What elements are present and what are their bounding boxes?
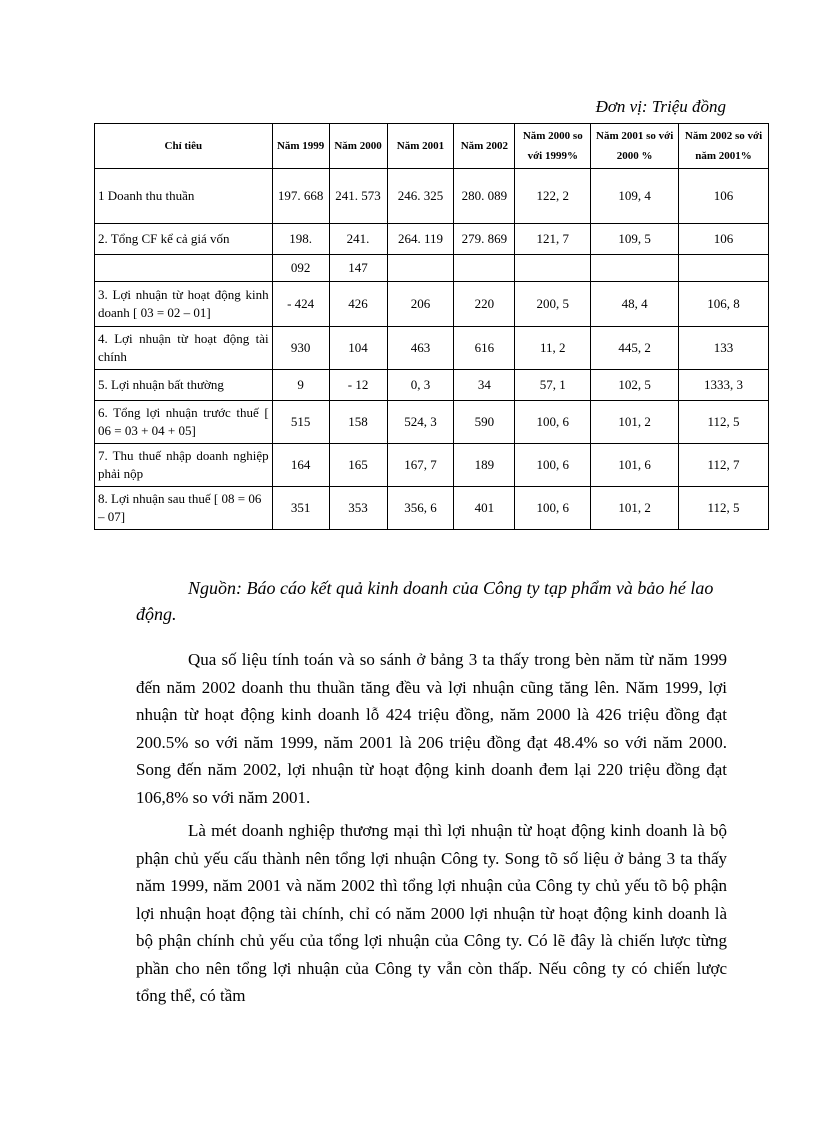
table-cell: 57, 1	[515, 370, 591, 401]
table-cell: 351	[272, 487, 329, 530]
table-row	[95, 444, 769, 487]
table-cell: 165	[329, 444, 387, 487]
table-cell	[591, 255, 679, 282]
header-cell: Năm 2000	[329, 124, 387, 169]
table-cell: 11, 2	[515, 327, 591, 370]
table-cell: 100, 6	[515, 444, 591, 487]
table-cell: 101, 6	[591, 444, 679, 487]
unit-label: Đơn vị: Triệu đồng	[595, 97, 726, 116]
table-cell: - 424	[272, 282, 329, 327]
table-cell	[515, 255, 591, 282]
table-cell: 264. 119	[387, 224, 454, 255]
table-cell: 524, 3	[387, 401, 454, 444]
table-cell: 101, 2	[591, 487, 679, 530]
table-row	[95, 370, 769, 401]
table-row	[95, 327, 769, 370]
table-cell	[454, 255, 515, 282]
table-cell: 9	[272, 370, 329, 401]
table-header-row	[95, 124, 769, 169]
table-cell	[387, 255, 454, 282]
table-cell: 102, 5	[591, 370, 679, 401]
table-row	[95, 401, 769, 444]
table-cell: 106	[679, 224, 769, 255]
table-cell: 930	[272, 327, 329, 370]
table-cell: 220	[454, 282, 515, 327]
table-cell: 616	[454, 327, 515, 370]
table-cell: 445, 2	[591, 327, 679, 370]
row-label: 3. Lợi nhuận từ hoạt động kinh doanh [ 03 = 02 – 01]	[95, 282, 273, 327]
header-cell: Năm 2002 so với năm 2001%	[679, 124, 769, 169]
table-cell: 121, 7	[515, 224, 591, 255]
header-cell: Chỉ tiêu	[95, 124, 273, 169]
table-row	[95, 255, 769, 282]
table-cell: 241. 573	[329, 169, 387, 224]
table-cell: 1333, 3	[679, 370, 769, 401]
row-label: 5. Lợi nhuận bất thường	[95, 370, 273, 401]
table-cell: 200, 5	[515, 282, 591, 327]
table-cell: 109, 5	[591, 224, 679, 255]
header-cell: Năm 1999	[272, 124, 329, 169]
table-cell	[679, 255, 769, 282]
table-row	[95, 169, 769, 224]
body-paragraph: Qua số liệu tính toán và so sánh ở bảng 3 ta thấy trong bèn năm từ năm 1999 đến năm 2002 doanh thu thuần tăng đều và lợi nhuận cũng tăng lên. Năm 1999, lợi nhuận từ hoạt động kinh doanh lỗ 424 triệu đồng, năm 2000 là 426 triệu đồng đạt 200.5% so với năm 1999, năm 2001 là 206 triệu đồng đạt 48.4% so với năm 2000. Song đến năm 2002, lợi nhuận từ hoạt động kinh doanh đem lại 220 triệu đồng đạt 106,8% so với năm 2001.	[136, 650, 727, 807]
table-cell: 133	[679, 327, 769, 370]
header-cell: Năm 2002	[454, 124, 515, 169]
row-label: 1 Doanh thu thuần	[95, 169, 273, 224]
row-label: 2. Tổng CF kể cả giá vốn	[95, 224, 273, 255]
table-cell: 515	[272, 401, 329, 444]
table-cell: - 12	[329, 370, 387, 401]
row-label: 4. Lợi nhuận từ hoạt động tài chính	[95, 327, 273, 370]
table-cell: 590	[454, 401, 515, 444]
table-cell: 112, 5	[679, 487, 769, 530]
table-cell: 100, 6	[515, 401, 591, 444]
table-row	[95, 487, 769, 530]
header-cell: Năm 2001 so với 2000 %	[591, 124, 679, 169]
table-cell: 106	[679, 169, 769, 224]
table-cell: 112, 7	[679, 444, 769, 487]
table-cell: 241.	[329, 224, 387, 255]
table-cell: 48, 4	[591, 282, 679, 327]
body-paragraph: Là mét doanh nghiệp thương mại thì lợi nhuận từ hoạt động kinh doanh là bộ phận chủ yếu cấu thành nên tổng lợi nhuận Công ty. Song tõ số liệu ở bảng 3 ta thấy năm 1999, năm 2001 và năm 2002 thì tổng lợi nhuận của Công ty chủ yếu tõ bộ phận lợi nhuận hoạt động tài chính, chỉ có năm 2000 lợi nhuận từ hoạt động kinh doanh là bộ phận chính chủ yếu của tổng lợi nhuận của Công ty. Có lẽ đây là chiến lược từng phần cho nên tổng lợi nhuận của Công ty vẫn còn thấp. Nếu công ty có chiến lược tổng thể, có tầm	[136, 821, 727, 1005]
table-row	[95, 282, 769, 327]
header-cell: Năm 2001	[387, 124, 454, 169]
table-cell: 147	[329, 255, 387, 282]
row-label: 7. Thu thuế nhập doanh nghiệp phải nộp	[95, 444, 273, 487]
table-cell: 104	[329, 327, 387, 370]
financial-results-table	[94, 123, 769, 530]
table-cell: 101, 2	[591, 401, 679, 444]
table-cell: 092	[272, 255, 329, 282]
table-cell: 198.	[272, 224, 329, 255]
table-cell: 279. 869	[454, 224, 515, 255]
table-cell: 122, 2	[515, 169, 591, 224]
table-cell: 189	[454, 444, 515, 487]
table-cell: 109, 4	[591, 169, 679, 224]
source-note: Nguồn: Báo cáo kết quả kinh doanh của Công ty tạp phẩm và bảo hé lao động.	[136, 578, 714, 624]
row-label	[95, 255, 273, 282]
table-cell: 164	[272, 444, 329, 487]
table-cell: 280. 089	[454, 169, 515, 224]
table-cell: 206	[387, 282, 454, 327]
table-cell: 353	[329, 487, 387, 530]
table-cell: 0, 3	[387, 370, 454, 401]
table-cell: 106, 8	[679, 282, 769, 327]
table-cell: 463	[387, 327, 454, 370]
table-cell: 356, 6	[387, 487, 454, 530]
table-cell: 158	[329, 401, 387, 444]
table-cell: 246. 325	[387, 169, 454, 224]
header-cell: Năm 2000 so với 1999%	[515, 124, 591, 169]
row-label: 8. Lợi nhuận sau thuế [ 08 = 06 – 07]	[95, 487, 273, 530]
table-cell: 100, 6	[515, 487, 591, 530]
table-cell: 401	[454, 487, 515, 530]
table-row	[95, 224, 769, 255]
table-cell: 197. 668	[272, 169, 329, 224]
table-cell: 426	[329, 282, 387, 327]
table-cell: 167, 7	[387, 444, 454, 487]
table-cell: 112, 5	[679, 401, 769, 444]
table-cell: 34	[454, 370, 515, 401]
row-label: 6. Tổng lợi nhuận trước thuế [ 06 = 03 + 04 + 05]	[95, 401, 273, 444]
